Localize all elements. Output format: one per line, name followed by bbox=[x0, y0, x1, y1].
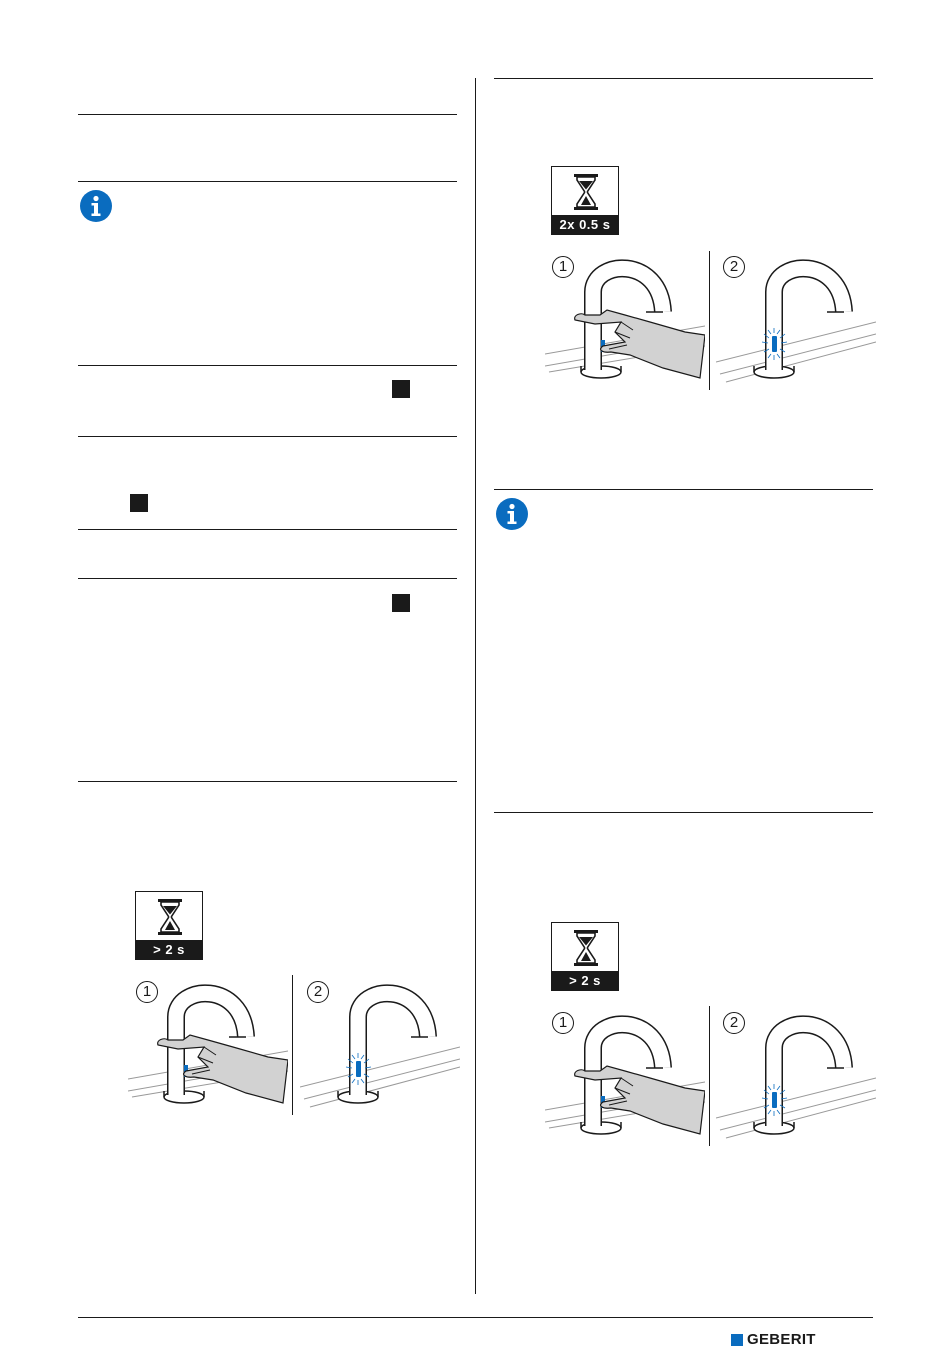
black-square-marker bbox=[392, 380, 410, 398]
column-divider bbox=[475, 78, 476, 1294]
hourglass-icon bbox=[136, 892, 204, 942]
step-number: 1 bbox=[552, 256, 574, 278]
duration-label: 2x 0.5 s bbox=[552, 215, 618, 234]
info-icon bbox=[496, 498, 528, 530]
footer-rule bbox=[78, 1317, 873, 1318]
black-square-marker bbox=[392, 594, 410, 612]
step-number: 2 bbox=[723, 1012, 745, 1034]
rule bbox=[494, 78, 873, 79]
rule bbox=[78, 114, 457, 115]
faucet-touch-illustration bbox=[545, 1006, 705, 1146]
rule bbox=[494, 489, 873, 490]
faucet-touch-illustration bbox=[128, 975, 288, 1115]
hourglass-icon bbox=[552, 923, 620, 973]
hourglass-box bbox=[135, 891, 203, 960]
step-number: 2 bbox=[723, 256, 745, 278]
logo-square-icon bbox=[731, 1334, 743, 1346]
rule bbox=[78, 436, 457, 437]
faucet-led-illustration bbox=[300, 975, 460, 1115]
rule bbox=[78, 781, 457, 782]
rule bbox=[78, 529, 457, 530]
hourglass-icon bbox=[552, 167, 620, 217]
figure-divider bbox=[709, 251, 710, 390]
hourglass-box bbox=[551, 166, 619, 235]
rule bbox=[78, 365, 457, 366]
faucet-led-illustration bbox=[716, 250, 876, 390]
rule bbox=[78, 181, 457, 182]
step-number: 1 bbox=[136, 981, 158, 1003]
step-number: 1 bbox=[552, 1012, 574, 1034]
duration-label: > 2 s bbox=[552, 971, 618, 990]
duration-label: > 2 s bbox=[136, 940, 202, 959]
figure-divider bbox=[709, 1006, 710, 1146]
faucet-led-illustration bbox=[716, 1006, 876, 1146]
black-square-marker bbox=[130, 494, 148, 512]
info-icon bbox=[80, 190, 112, 222]
brand-name: GEBERIT bbox=[747, 1331, 816, 1348]
figure-divider bbox=[292, 975, 293, 1115]
hourglass-box bbox=[551, 922, 619, 991]
geberit-logo bbox=[731, 1331, 816, 1348]
rule bbox=[494, 812, 873, 813]
faucet-touch-illustration bbox=[545, 250, 705, 390]
rule bbox=[78, 578, 457, 579]
step-number: 2 bbox=[307, 981, 329, 1003]
